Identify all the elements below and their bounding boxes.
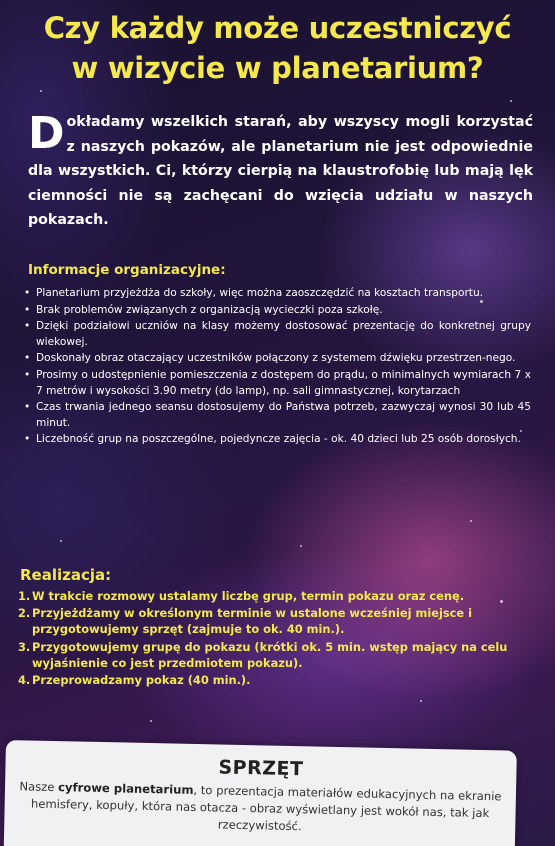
title-line-1: Czy każdy może uczestniczyć (43, 11, 512, 45)
step-number: 2. (18, 606, 31, 621)
realization-step (18, 588, 527, 604)
info-item (24, 286, 531, 302)
page-title (14, 8, 541, 88)
info-list (24, 286, 531, 449)
bullet-icon: • (24, 320, 31, 333)
star (40, 90, 42, 92)
step-number: 1. (18, 589, 31, 603)
info-item-text: Czas trwania jednego seansu dostosujemy do Państwa potrzeb, zazwyczaj wynosi 30 lub 45 minut. (36, 401, 531, 429)
step-text: Przeprowadzamy pokaz (40 min.). (32, 673, 251, 688)
bullet-icon: • (24, 303, 31, 316)
info-item (24, 400, 531, 431)
star (60, 540, 62, 542)
realization-step (18, 672, 527, 688)
star (510, 100, 512, 102)
info-item-text: Planetarium przyjeżdża do szkoły, więc można zaoszczędzić na kosztach transportu. (36, 287, 484, 299)
star (470, 520, 472, 522)
info-item (24, 432, 531, 448)
bullet-icon: • (24, 287, 31, 299)
title-line-2: w wizycie w planetarium? (71, 51, 484, 85)
bullet-icon: • (24, 433, 31, 446)
star (150, 720, 152, 722)
info-item (24, 303, 531, 319)
intro-dropcap: D (28, 108, 65, 159)
realization-heading: Realizacja: (20, 566, 112, 584)
star (420, 700, 422, 702)
equipment-text-end: , to prezentacja materiałów edukacyjnych na ekranie hemisfery, kopuły, która nas otacza - obraz wyświetlany jest wokół nas, tak jak rzeczywistość. (30, 782, 502, 834)
step-text: W trakcie rozmowy ustalamy liczbę grup, termin pokazu oraz cenę. (32, 589, 465, 603)
step-text: Przygotowujemy grupę do pokazu (krótki ok. 5 min. wstęp mający na celu wyjaśnienie co jest przedmiotem pokazu). (32, 639, 508, 670)
info-heading: Informacje organizacyjne: (28, 262, 226, 278)
info-item-text: Doskonały obraz otaczający uczestników połączony z systemem dźwięku przestrzen-nego. (36, 352, 516, 365)
equipment-text-bold: cyfrowe planetarium (57, 780, 194, 797)
intro-text: okładamy wszelkich starań, aby wszyscy mogli korzystać z naszych pokazów, ale planetarium nie jest odpowiednie dla wszystkich. Ci, którzy cierpią na klaustrofobię lub mają lęk ciemności nie są zachęcani do wzięcia udziału w naszych pokazach. (28, 114, 533, 228)
info-item-text: Liczebność grup na poszczególne, pojedyncze zajęcia - ok. 40 dzieci lub 25 osób dorosłych. (36, 433, 521, 446)
step-number: 3. (18, 639, 31, 654)
bullet-icon: • (24, 401, 31, 414)
step-text: Przyjeżdżamy w określonym terminie w ustalone wcześniej miejsce i przygotowujemy sprzęt (zajmuje to ok. 40 min.). (32, 606, 472, 637)
info-item-text: Dzięki podziałowi uczniów na klasy możemy dostosować prezentację do konkretnej grupy wiekowej. (36, 320, 531, 348)
bullet-icon: • (24, 368, 31, 381)
intro-paragraph (28, 110, 533, 233)
equipment-heading: SPRZĘT (218, 756, 304, 781)
info-item-text: Brak problemów związanych z organizacją wycieczki poza szkołę. (36, 303, 383, 316)
realization-step (18, 605, 527, 637)
info-item-text: Prosimy o udostępnienie pomieszczenia z dostępem do prądu, o minimalnych wymiarach 7 x 7 metrów i wysokości 3.90 metry (do lamp), np. sali gimnastycznej, korytarzach (36, 368, 531, 397)
star (300, 545, 302, 547)
step-number: 4. (18, 673, 31, 688)
realization-list (18, 588, 527, 689)
bullet-icon: • (24, 352, 31, 365)
equipment-text (18, 778, 502, 839)
info-item (24, 319, 531, 350)
info-item (24, 368, 531, 399)
realization-step (18, 639, 527, 671)
equipment-text-start: Nasze (19, 779, 59, 795)
equipment-panel (3, 740, 516, 846)
info-item (24, 351, 531, 367)
